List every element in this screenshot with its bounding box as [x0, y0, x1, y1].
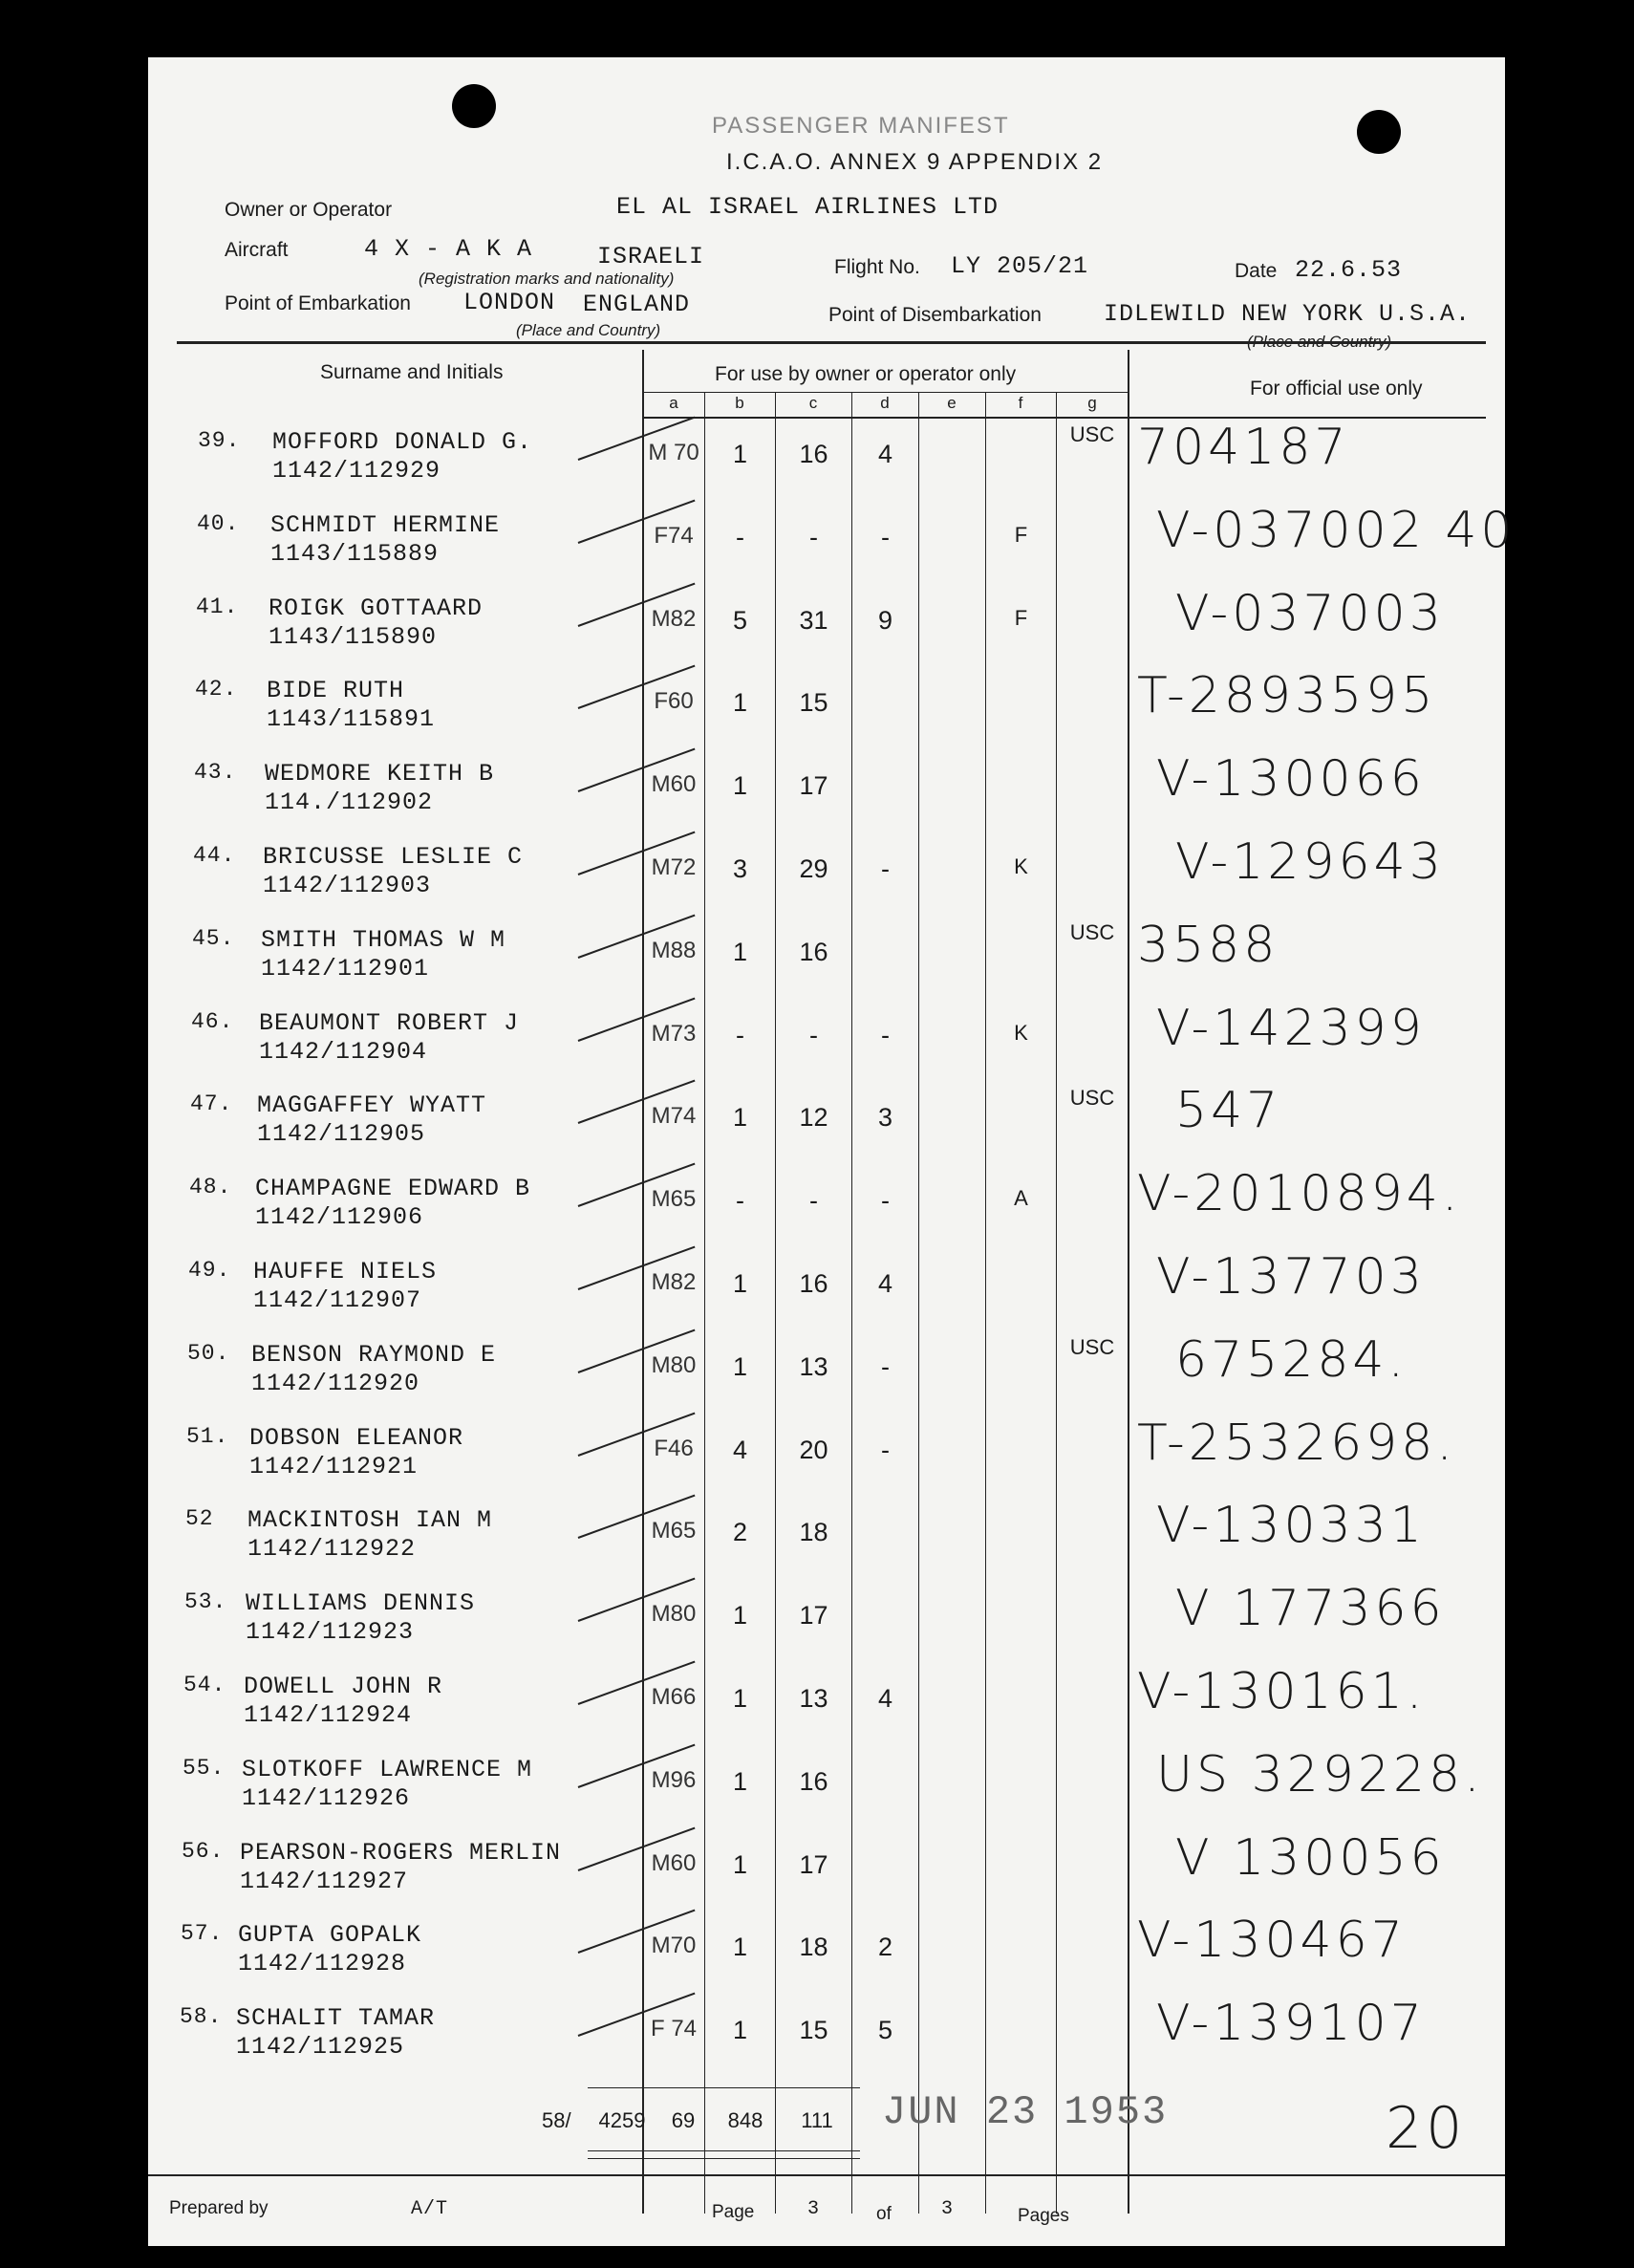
official-visa-number: T-2893595: [1137, 667, 1437, 725]
col-b-cell: 3: [732, 854, 748, 883]
col-f-cell: A: [1014, 1186, 1028, 1211]
prepared-by-label: Prepared by: [169, 2198, 269, 2218]
col-c-cell: 31: [799, 605, 828, 635]
col-d-cell: 9: [877, 605, 893, 635]
official-visa-number: V-130161.: [1137, 1663, 1427, 1720]
col-f-cell: K: [1014, 854, 1028, 878]
punch-hole: [452, 84, 496, 128]
row-number: 47.: [190, 1091, 233, 1117]
sex-age-cell: M60: [651, 1849, 697, 1876]
row-number: 51.: [186, 1423, 229, 1449]
official-visa-number: V-137703: [1156, 1248, 1426, 1306]
passenger-name: SLOTKOFF LAWRENCE M: [242, 1755, 533, 1783]
col-b-cell: 1: [732, 1766, 748, 1796]
official-visa-number: 675284.: [1175, 1330, 1408, 1389]
manifest-subtitle: I.C.A.O. ANNEX 9 APPENDIX 2: [726, 149, 1104, 175]
official-visa-number: V-037003: [1175, 584, 1445, 642]
col-c-cell: -: [809, 522, 818, 551]
passenger-name: ROIGK GOTTAARD: [269, 594, 484, 622]
ticket-number: 1142/112907: [253, 1286, 422, 1314]
row-number: 50.: [187, 1340, 230, 1366]
official-visa-number: V-130066: [1156, 750, 1426, 809]
page-number: 3: [807, 2198, 821, 2220]
passenger-name: SCHMIDT HERMINE: [270, 510, 501, 539]
sex-age-cell: M65: [651, 1186, 697, 1213]
sex-age-cell: M73: [651, 1020, 697, 1047]
column-line: [1056, 392, 1057, 2214]
totals-top-line: [588, 2087, 860, 2088]
row-number: 57.: [181, 1921, 224, 1947]
page-count: 3: [941, 2198, 955, 2220]
total-c: 848: [727, 2108, 763, 2132]
col-c-cell: 29: [799, 854, 828, 883]
official-visa-number: V-130467: [1137, 1912, 1407, 1970]
column-line: [985, 392, 986, 2214]
column-letter-a: a: [669, 394, 678, 412]
col-b-cell: 1: [732, 1684, 748, 1713]
col-d-cell: 4: [877, 1684, 893, 1713]
col-b-cell: 4: [732, 1435, 748, 1464]
ticket-number: 1142/112929: [272, 457, 441, 485]
sex-age-cell: M88: [651, 937, 697, 963]
col-d-cell: -: [881, 1186, 890, 1216]
embarkation-city: LONDON: [463, 289, 556, 316]
aircraft-label: Aircraft: [225, 239, 289, 261]
col-b-cell: 1: [732, 1601, 748, 1631]
row-number: 46.: [191, 1008, 234, 1034]
col-d-cell: 3: [877, 1103, 893, 1133]
col-b-cell: 1: [732, 1849, 748, 1879]
passenger-name: MOFFORD DONALD G.: [272, 428, 533, 456]
col-b-cell: 1: [732, 1933, 748, 1962]
ticket-number: 1142/112926: [242, 1783, 411, 1812]
embarkation-note: (Place and Country): [516, 321, 661, 339]
ticket-number: 1142/112921: [249, 1452, 419, 1480]
official-visa-number: V 177366: [1175, 1580, 1446, 1638]
col-d-cell: -: [881, 1435, 890, 1464]
column-letter-d: d: [880, 394, 890, 412]
col-c-cell: 16: [799, 937, 828, 966]
passenger-name: HAUFFE NIELS: [253, 1258, 438, 1285]
ticket-number: 1142/112906: [255, 1203, 424, 1232]
total-a: 4259: [598, 2108, 646, 2132]
page-of-label: of: [876, 2204, 892, 2224]
col-d-cell: 5: [877, 2016, 893, 2045]
row-number: 55.: [183, 1755, 226, 1781]
official-visa-number: V-129643: [1175, 833, 1445, 891]
col-c-cell: 15: [799, 688, 828, 718]
sex-age-cell: M96: [651, 1766, 697, 1793]
official-visa-number: V-037002 40: [1156, 501, 1516, 559]
column-line: [1128, 350, 1129, 2214]
sex-age-cell: F 74: [650, 2016, 698, 2042]
sex-age-cell: M70: [651, 1933, 697, 1959]
received-date-stamp: JUN 23 1953: [882, 2089, 1169, 2135]
punch-hole: [1357, 110, 1401, 154]
date-value: 22.6.53: [1295, 256, 1403, 284]
row-number: 42.: [195, 677, 238, 702]
ticket-number: 1142/112903: [263, 872, 432, 899]
owner-label: Owner or Operator: [225, 199, 393, 221]
ticket-number: 1142/112905: [257, 1120, 426, 1149]
col-c-cell: -: [809, 1186, 818, 1216]
passenger-name: MAGGAFFEY WYATT: [257, 1091, 487, 1120]
ticket-number: 1142/112928: [238, 1950, 407, 1978]
sex-age-cell: F46: [654, 1435, 694, 1461]
disembarkation-label: Point of Disembarkation: [828, 304, 1042, 326]
passenger-name: MACKINTOSH IAN M: [247, 1506, 493, 1535]
ticket-number: 1142/112922: [247, 1535, 417, 1564]
official-visa-number: T-2532698.: [1137, 1414, 1456, 1472]
ticket-number: 1143/115891: [267, 705, 436, 734]
col-b-cell: 1: [732, 688, 748, 718]
row-number: 49.: [188, 1258, 231, 1283]
pages-label: Pages: [1018, 2206, 1069, 2226]
ticket-number: 1142/112925: [236, 2033, 405, 2062]
footer-line: [148, 2174, 1505, 2176]
col-c-cell: 17: [799, 1849, 828, 1879]
column-line: [918, 392, 919, 2214]
col-g-cell: USC: [1069, 1086, 1115, 1111]
column-letter-g: g: [1087, 394, 1097, 412]
prepared-by-value: A/T: [411, 2198, 449, 2220]
flight-label: Flight No.: [834, 256, 920, 278]
passenger-name: BIDE RUTH: [267, 677, 405, 705]
col-c-cell: 13: [799, 1351, 828, 1381]
col-b-cell: 1: [732, 937, 748, 966]
passenger-name: DOWELL JOHN R: [244, 1673, 443, 1700]
disembarkation-value: IDLEWILD NEW YORK U.S.A.: [1104, 300, 1472, 328]
passenger-name: DOBSON ELEANOR: [249, 1423, 464, 1452]
col-g-cell: USC: [1069, 919, 1115, 944]
owner-use-header: For use by owner or operator only: [715, 363, 1017, 385]
col-d-cell: -: [881, 1351, 890, 1381]
row-number: 53.: [184, 1589, 227, 1615]
sex-age-cell: M72: [651, 854, 697, 880]
official-visa-number: 547: [1175, 1082, 1282, 1140]
col-c-cell: 18: [799, 1933, 828, 1962]
owner-value: EL AL ISRAEL AIRLINES LTD: [616, 193, 1000, 221]
embarkation-label: Point of Embarkation: [225, 292, 411, 314]
col-f-cell: F: [1014, 522, 1028, 547]
sex-age-cell: M74: [651, 1103, 697, 1130]
col-d-cell: 2: [877, 1933, 893, 1962]
col-b-cell: 2: [732, 1518, 748, 1547]
row-number: 39.: [198, 428, 241, 453]
passenger-name: BRICUSSE LESLIE C: [263, 843, 524, 871]
ticket-number: 1142/112924: [244, 1701, 413, 1729]
col-b-cell: -: [736, 1186, 744, 1216]
col-c-cell: 12: [799, 1103, 828, 1133]
date-label: Date: [1235, 260, 1278, 282]
passenger-name: SMITH THOMAS W M: [261, 925, 506, 954]
official-visa-number: V 130056: [1175, 1828, 1446, 1887]
page-total-handwritten: 20: [1386, 2095, 1467, 2162]
passenger-name: CHAMPAGNE EDWARD B: [255, 1175, 531, 1203]
col-b-cell: 1: [732, 1351, 748, 1381]
col-b-cell: 5: [732, 605, 748, 635]
ticket-number: 1142/112920: [251, 1369, 420, 1397]
col-d-cell: 4: [877, 1269, 893, 1298]
passenger-name: BENSON RAYMOND E: [251, 1340, 497, 1369]
column-letter-b: b: [735, 394, 744, 412]
col-b-cell: 1: [732, 1103, 748, 1133]
col-d-cell: -: [881, 522, 890, 551]
aircraft-value: 4 X - A K A: [364, 235, 533, 263]
official-visa-number: V-142399: [1156, 999, 1426, 1057]
column-letter-f: f: [1018, 394, 1023, 412]
row-number: 43.: [194, 760, 237, 786]
passenger-name: PEARSON-ROGERS MERLIN: [240, 1838, 562, 1867]
total-b: 69: [671, 2108, 696, 2132]
passenger-name: WEDMORE KEITH B: [265, 760, 495, 788]
official-visa-number: 3588: [1137, 916, 1279, 974]
page-label: Page: [712, 2202, 755, 2222]
col-g-cell: USC: [1069, 422, 1115, 446]
totals-double-line: [588, 2150, 860, 2151]
col-b-cell: 1: [732, 2016, 748, 2045]
punch-hole: [1505, 117, 1549, 161]
totals-double-line: [588, 2158, 860, 2159]
col-d-cell: -: [881, 1020, 890, 1049]
sex-age-cell: M65: [651, 1518, 697, 1544]
col-c-cell: 16: [799, 1766, 828, 1796]
col-b-cell: -: [736, 1020, 744, 1049]
ticket-number: 1142/112923: [246, 1618, 415, 1647]
col-c-cell: 15: [799, 2016, 828, 2045]
row-number: 41.: [196, 594, 239, 619]
total-d: 111: [801, 2108, 833, 2132]
col-c-cell: -: [809, 1020, 818, 1049]
col-d-cell: 4: [877, 440, 893, 468]
col-d-cell: -: [881, 854, 890, 883]
row-number: 56.: [182, 1838, 225, 1864]
col-f-cell: F: [1014, 605, 1028, 630]
registration-note: (Registration marks and nationality): [419, 270, 675, 288]
sex-age-cell: M82: [651, 1269, 697, 1295]
passenger-name: SCHALIT TAMAR: [236, 2004, 436, 2033]
embarkation-country: ENGLAND: [583, 291, 691, 318]
ticket-number: 1142/112904: [259, 1037, 428, 1066]
sex-age-cell: M82: [651, 605, 697, 632]
col-c-cell: 13: [799, 1684, 828, 1713]
flight-value: LY 205/21: [951, 252, 1089, 280]
row-number: 52: [185, 1506, 214, 1532]
official-use-header: For official use only: [1250, 378, 1423, 400]
column-letter-e: e: [947, 394, 957, 412]
sex-age-cell: M80: [651, 1351, 697, 1378]
manifest-sheet: [148, 57, 1516, 2246]
col-c-cell: 17: [799, 1601, 828, 1631]
sex-age-cell: F60: [654, 688, 694, 715]
aircraft-nationality: ISRAELI: [597, 243, 705, 270]
col-c-cell: 16: [799, 440, 828, 468]
header-subline: [642, 392, 1128, 393]
header-bottom-line: [642, 417, 1486, 419]
passenger-name: WILLIAMS DENNIS: [246, 1589, 476, 1618]
ticket-number: 1143/115889: [270, 539, 440, 568]
col-f-cell: K: [1014, 1020, 1028, 1045]
totals-count: 58/: [542, 2108, 571, 2132]
col-b-cell: 1: [732, 440, 748, 468]
official-visa-number: V-130331: [1156, 1497, 1426, 1555]
col-b-cell: 1: [732, 771, 748, 801]
sex-age-cell: M 70: [648, 440, 699, 465]
col-b-cell: -: [736, 522, 744, 551]
col-c-cell: 20: [799, 1435, 828, 1464]
sex-age-cell: F74: [654, 522, 694, 549]
row-number: 44.: [193, 843, 236, 868]
ticket-number: 1142/112901: [261, 954, 430, 983]
sex-age-cell: M66: [651, 1684, 697, 1710]
ticket-number: 1142/112927: [240, 1867, 409, 1895]
col-c-cell: 18: [799, 1518, 828, 1547]
manifest-title: PASSENGER MANIFEST: [712, 113, 1010, 139]
row-number: 45.: [192, 925, 235, 951]
column-letter-c: c: [808, 394, 818, 412]
sex-age-cell: M60: [651, 771, 697, 798]
official-visa-number: US 329228.: [1156, 1745, 1484, 1804]
ticket-number: 1143/115890: [269, 622, 438, 651]
ticket-number: 114./112902: [265, 788, 434, 817]
col-c-cell: 17: [799, 771, 828, 801]
row-number: 48.: [189, 1175, 232, 1200]
col-b-cell: 1: [732, 1269, 748, 1298]
col-c-cell: 16: [799, 1269, 828, 1298]
official-visa-number: V-2010894.: [1137, 1165, 1462, 1223]
sex-age-cell: M80: [651, 1601, 697, 1628]
divider: [177, 341, 1486, 344]
row-number: 54.: [183, 1673, 226, 1697]
official-visa-number: V-139107: [1156, 1995, 1426, 2053]
surname-column-header: Surname and Initials: [320, 361, 504, 383]
row-number: 58.: [180, 2004, 223, 2030]
official-visa-number: 704187: [1137, 419, 1350, 476]
passenger-name: GUPTA GOPALK: [238, 1921, 422, 1950]
row-number: 40.: [197, 510, 240, 536]
passenger-name: BEAUMONT ROBERT J: [259, 1008, 520, 1037]
col-g-cell: USC: [1069, 1334, 1115, 1359]
